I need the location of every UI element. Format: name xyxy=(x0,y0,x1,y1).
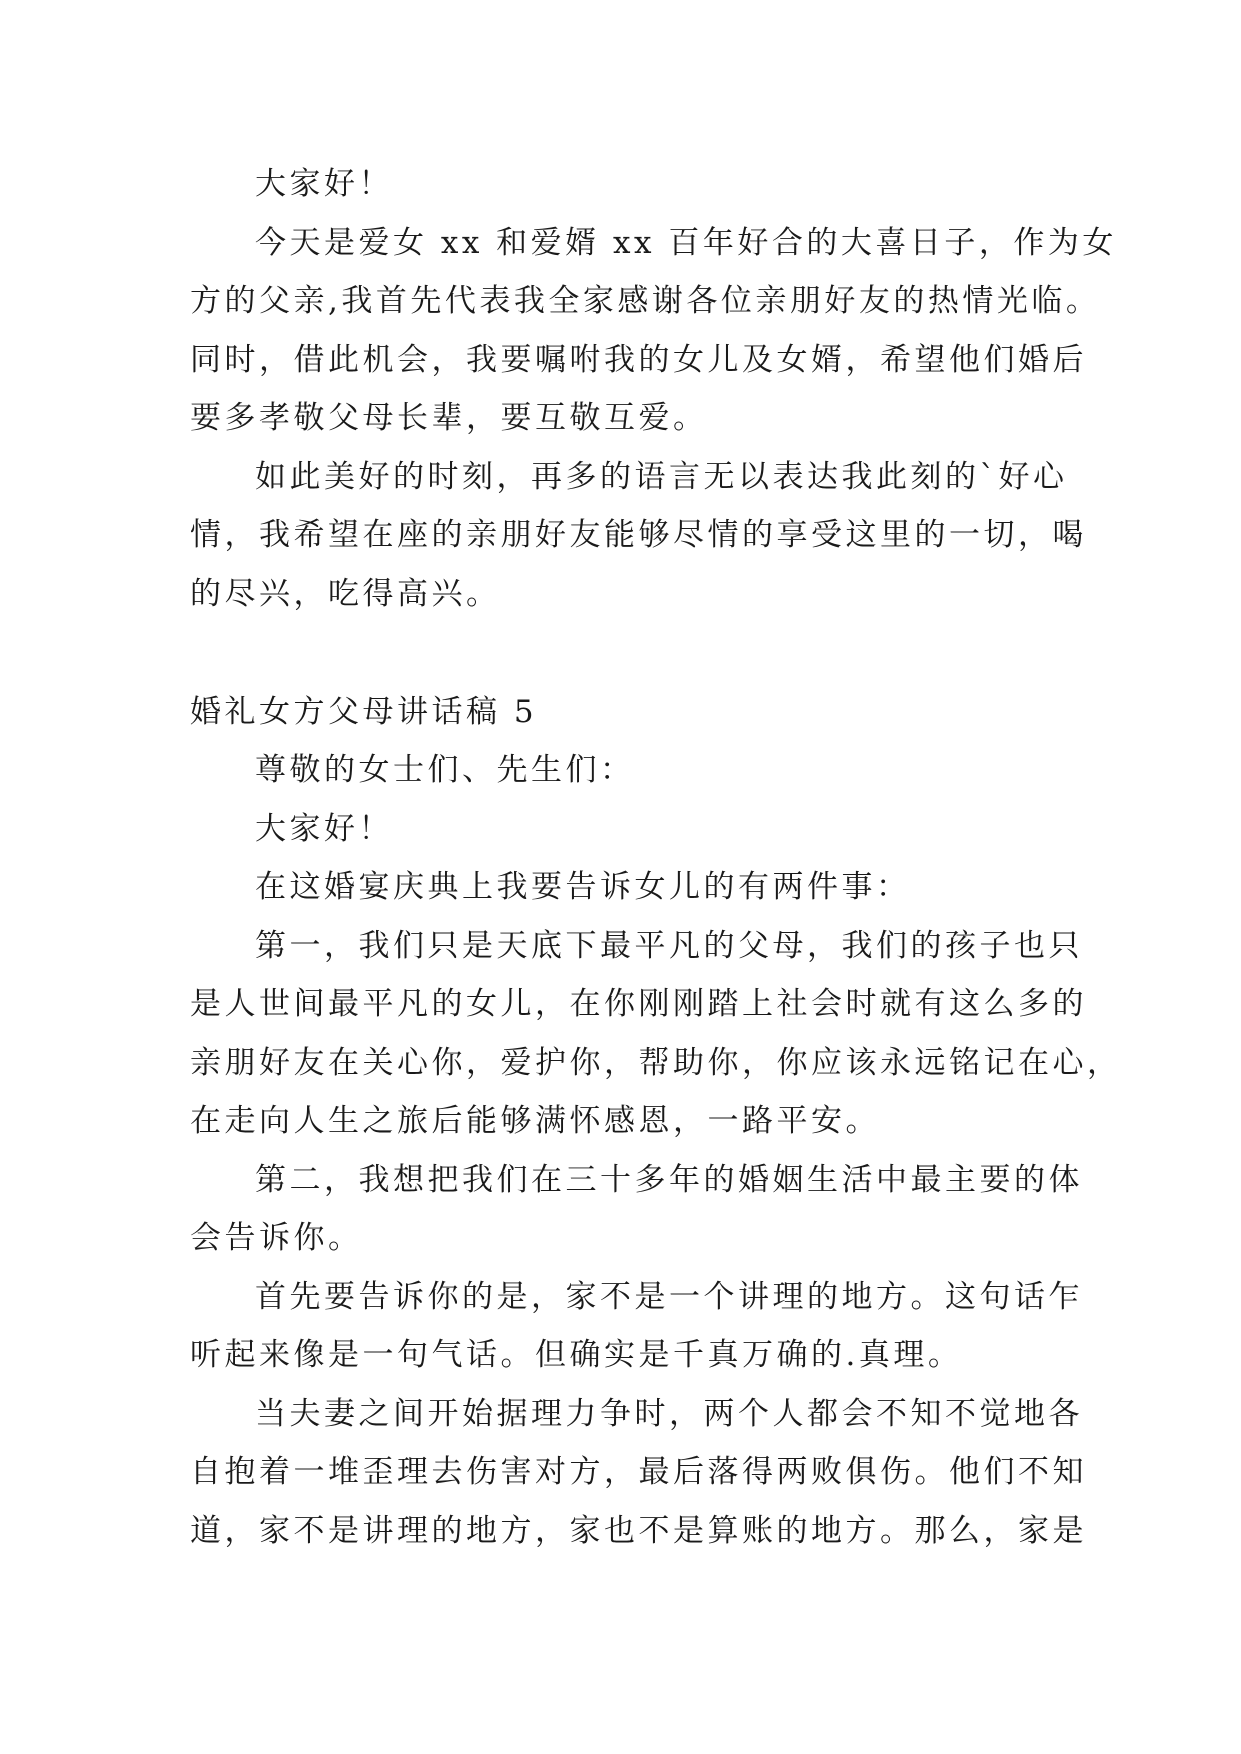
paragraph-line: 今天是爱女 xx 和爱婿 xx 百年好合的大喜日子，作为女 xyxy=(255,225,1117,261)
paragraph-line: 会告诉你。 xyxy=(190,1220,363,1256)
paragraph-line: 情，我希望在座的亲朋好友能够尽情的享受这里的一切，喝 xyxy=(190,517,1087,553)
paragraph-line: 当夫妻之间开始据理力争时，两个人都会不知不觉地各 xyxy=(255,1396,1083,1432)
paragraph-line: 方的父亲,我首先代表我全家感谢各位亲朋好友的热情光临。 xyxy=(190,283,1101,319)
paragraph-line: 在走向人生之旅后能够满怀感恩，一路平安。 xyxy=(190,1103,880,1139)
paragraph-line: 首先要告诉你的是，家不是一个讲理的地方。这句话乍 xyxy=(255,1279,1083,1315)
salutation-line: 尊敬的女士们、先生们： xyxy=(255,752,635,788)
section-title: 婚礼女方父母讲话稿 5 xyxy=(190,694,538,730)
paragraph-line: 是人世间最平凡的女儿，在你刚刚踏上社会时就有这么多的 xyxy=(190,986,1087,1022)
paragraph-line: 听起来像是一句气话。但确实是千真万确的.真理。 xyxy=(190,1337,963,1373)
greeting-line: 大家好！ xyxy=(255,166,393,202)
paragraph-line: 要多孝敬父母长辈，要互敬互爱。 xyxy=(190,400,708,436)
paragraph-line: 道，家不是讲理的地方，家也不是算账的地方。那么，家是 xyxy=(190,1513,1087,1549)
paragraph-line: 自抱着一堆歪理去伤害对方，最后落得两败俱伤。他们不知 xyxy=(190,1454,1087,1490)
paragraph-line: 如此美好的时刻，再多的语言无以表达我此刻的`好心 xyxy=(255,459,1068,495)
paragraph-line: 同时，借此机会，我要嘱咐我的女儿及女婿，希望他们婚后 xyxy=(190,342,1087,378)
greeting-line: 大家好！ xyxy=(255,811,393,847)
paragraph-line: 亲朋好友在关心你，爱护你，帮助你，你应该永远铭记在心， xyxy=(190,1045,1122,1081)
paragraph-line: 第一，我们只是天底下最平凡的父母，我们的孩子也只 xyxy=(255,928,1083,964)
paragraph-line: 在这婚宴庆典上我要告诉女儿的有两件事： xyxy=(255,869,911,905)
paragraph-line: 第二，我想把我们在三十多年的婚姻生活中最主要的体 xyxy=(255,1162,1083,1198)
paragraph-line: 的尽兴，吃得高兴。 xyxy=(190,576,501,612)
